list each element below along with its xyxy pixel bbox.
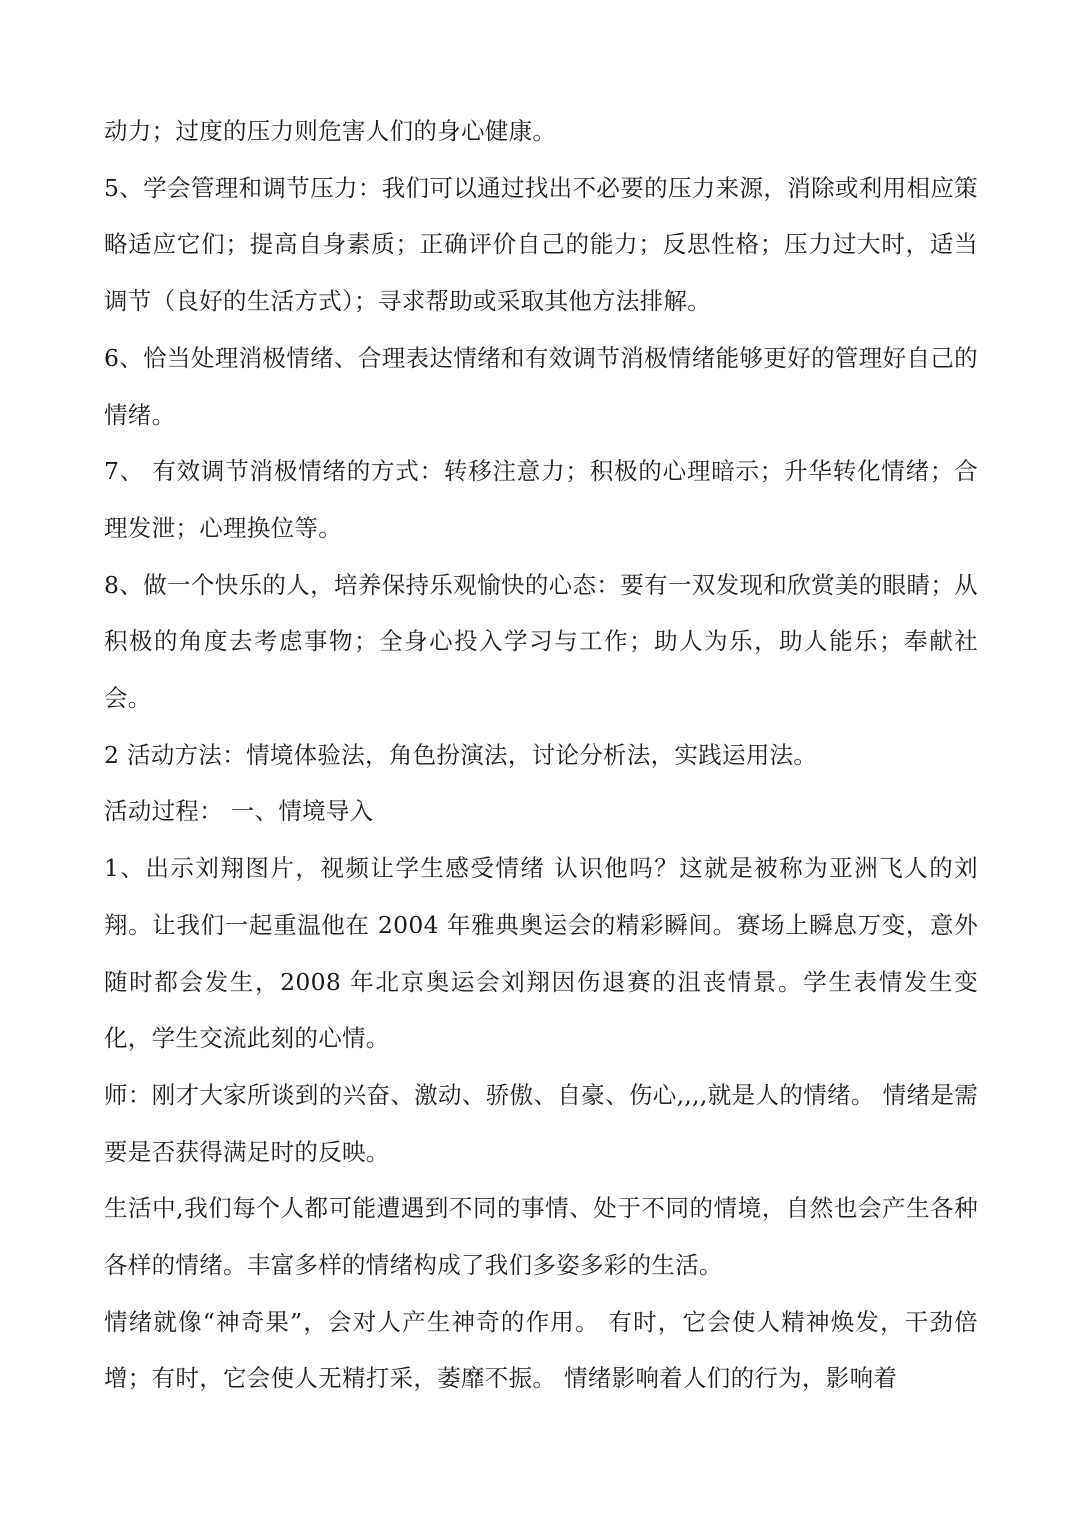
- paragraph-item-5: 5、学会管理和调节压力：我们可以通过找出不必要的压力来源，消除或利用相应策略适应它们；提高自身素质；正确评价自己的能力；反思性格；压力过大时，适当调节（良好的生活方式）；寻求帮助或采取其他方法排解。: [104, 173, 978, 316]
- paragraph-item-6: 6、恰当处理消极情绪、合理表达情绪和有效调节消极情绪能够更好的管理好自己的情绪。: [104, 343, 978, 429]
- paragraph-life-emotions: 生活中,我们每个人都可能遭遇到不同的事情、处于不同的情境，自然也会产生各种各样的情绪。丰富多样的情绪构成了我们多姿多彩的生活。: [104, 1194, 978, 1280]
- paragraph-activity-methods: 2 活动方法：情境体验法，角色扮演法，讨论分析法，实践运用法。: [104, 740, 818, 769]
- paragraph-item-7: 7、 有效调节消极情绪的方式：转移注意力；积极的心理暗示；升华转化情绪；合理发泄；心理换位等。: [104, 457, 978, 542]
- paragraph-magic-fruit: 情绪就像“神奇果”，会对人产生神奇的作用。 有时，它会使人精神焕发，干劲倍增；有时，它会使人无精打采，萎靡不振。 情绪影响着人们的行为，影响着: [104, 1307, 978, 1393]
- paragraph-pressure-harm: 动力；过度的压力则危害人们的身心健康。: [104, 117, 557, 145]
- document-body: [104, 103, 978, 1407]
- paragraph-teacher-remark: 师：刚才大家所谈到的兴奋、激动、骄傲、自豪、伤心,,,,就是人的情绪。 情绪是需要是否获得满足时的反映。: [104, 1080, 978, 1166]
- paragraph-item-8: 8、做一个快乐的人，培养保持乐观愉快的心态：要有一双发现和欣赏美的眼睛；从积极的角度去考虑事物；全身心投入学习与工作；助人为乐，助人能乐；奉献社会。: [104, 570, 978, 713]
- paragraph-liu-xiang: 1、出示刘翔图片，视频让学生感受情绪 认识他吗？这就是被称为亚洲飞人的刘翔。让我们一起重温他在 2004 年雅典奥运会的精彩瞬间。赛场上瞬息万变，意外随时都会发生，2008 年北京奥运会刘翔因伤退赛的沮丧情景。学生表情发生变化，学生交流此刻的心情。: [104, 854, 978, 1053]
- paragraph-activity-process: 活动过程： 一、情境导入: [104, 797, 374, 826]
